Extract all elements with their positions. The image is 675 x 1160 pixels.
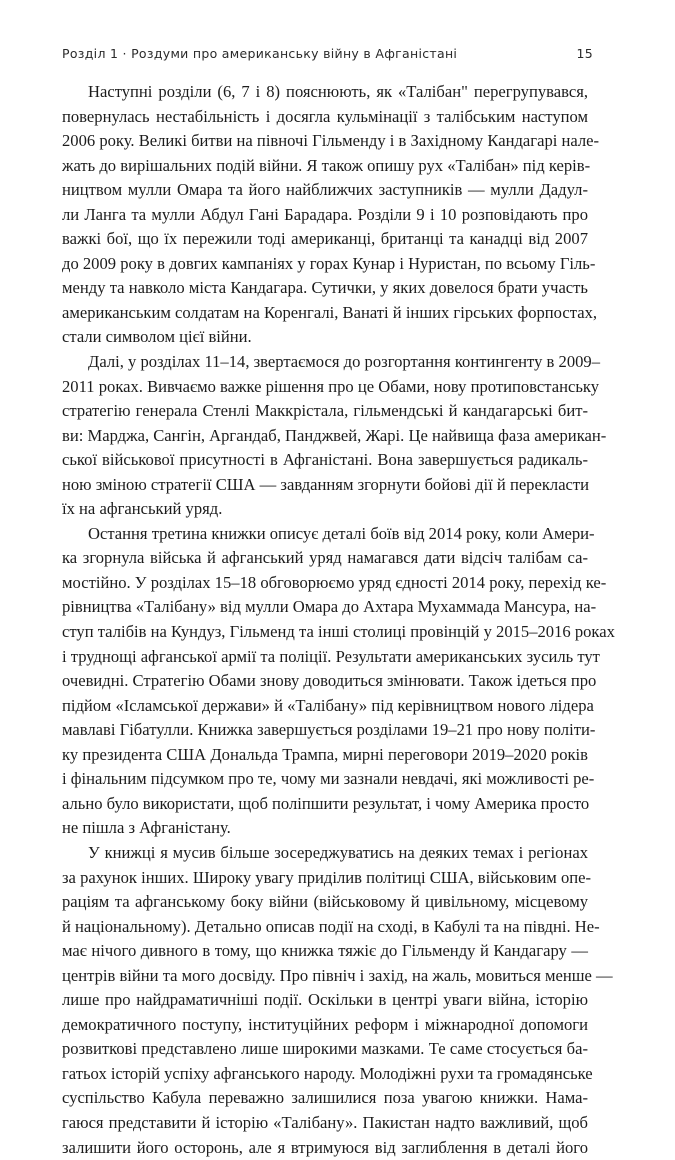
text-line: ви: Марджа, Сангін, Аргандаб, Панджвей, Жарі. Це найвища фаза американ- xyxy=(62,425,607,445)
text-line: має нічого дивного в тому, що книжка тяжіє до Гільменду й Кандагару — xyxy=(62,941,588,961)
text-line: й національному). Детально описав події на сході, в Кабулі та на півдні. Не- xyxy=(62,916,600,936)
text-line: суспільство Кабула переважно залишилися поза увагою книжки. Нама- xyxy=(62,1088,588,1108)
text-line: мостійно. У розділах 15–18 обговорюємо уряд єдності 2014 року, перехід ке- xyxy=(62,572,607,592)
text-line: гатьох історій успіху афганського народу. Молодіжні рухи та громадянське xyxy=(62,1063,593,1083)
text-line: очевидні. Стратегію Обами знову доводиться змінювати. Також ідеться про xyxy=(62,671,597,691)
text-line: Наступні розділи (6, 7 і 8) пояснюють, як «Талібан" перегрупувався, xyxy=(88,82,588,101)
text-line: гаюся представити й історію «Талібану». Пакистан надто важливий, щоб xyxy=(62,1112,588,1132)
text-line: американським солдатам на Коренгалі, Ванаті й інших гірських форпостах, xyxy=(62,302,598,322)
running-title: Розділ 1 · Роздуми про американську війну в Афганістані xyxy=(62,46,458,61)
text-line: ли Ланга та мулли Абдул Гані Барадара. Розділи 9 і 10 розповідають про xyxy=(62,204,588,224)
text-line: лише про найдраматичніші події. Оскільки в центрі уваги війна, історію xyxy=(62,990,588,1010)
body-text xyxy=(62,80,615,1160)
text-line: за рахунок інших. Широку увагу приділив політиці США, військовим опе- xyxy=(62,867,592,887)
text-line: рівництва «Талібану» від мулли Омара до Ахтара Мухаммада Мансура, на- xyxy=(62,597,597,617)
text-line: і фінальним підсумком про те, чому ми зазнали невдачі, які можливості ре- xyxy=(62,769,595,789)
text-line: жать до вирішальних подій війни. Я також опишу рух «Талібан» під керів- xyxy=(62,155,591,175)
text-line: ка згорнула війська й афганський уряд намагався дати відсіч талібам са- xyxy=(62,548,588,568)
text-line: демократичного поступу, інституційних реформ і міжнародної допомоги xyxy=(62,1014,588,1034)
text-line: ської військової присутності в Афганістані. Вона завершується радикаль- xyxy=(62,450,588,470)
paragraph xyxy=(62,841,613,1160)
paragraph xyxy=(62,522,615,841)
text-line: їх на афганський уряд. xyxy=(62,499,223,519)
text-line: Далі, у розділах 11–14, звертаємося до розгортання контингенту в 2009– xyxy=(88,352,601,372)
text-line: ально було використати, щоб поліпшити результат, і чому Америка просто xyxy=(62,793,590,813)
text-line: залишити його осторонь, але я втримуюся від заглиблення в деталі його xyxy=(62,1137,588,1157)
text-line: ку президента США Дональда Трампа, мирні переговори 2019–2020 років xyxy=(62,744,588,764)
running-head xyxy=(62,46,593,66)
text-line: важкі бої, що їх пережили тоді американці, британці та канадці від 2007 xyxy=(62,229,588,249)
text-line: до 2009 року в довгих кампаніях у горах Кунар і Нуристан, по всьому Гіль- xyxy=(62,253,596,273)
paragraph xyxy=(62,80,600,350)
text-line: ництвом мулли Омара та його найближчих заступників — мулли Дадул- xyxy=(62,180,588,200)
page-number: 15 xyxy=(576,46,593,61)
text-line: центрів війни та мого досвіду. Про північ і захід, на жаль, мовиться менше — xyxy=(62,965,613,985)
text-line: розвиткові представлено лише широкими мазками. Те саме стосується ба- xyxy=(62,1039,588,1059)
paragraph xyxy=(62,350,607,522)
text-line: і труднощі афганської армії та поліції. Результати американських зусиль тут xyxy=(62,646,600,666)
text-line: стали символом цієї війни. xyxy=(62,327,252,347)
text-line: ступ талібів на Кундуз, Гільменд та інші столиці провінцій у 2015–2016 роках xyxy=(62,622,615,642)
text-line: не пішла з Афганістану. xyxy=(62,818,231,838)
text-line: підйом «Ісламської держави» й «Талібану» під керівництвом нового лідера xyxy=(62,695,594,715)
text-line: повернулась нестабільність і досягла кульмінації з талібським наступом xyxy=(62,106,588,126)
text-line: стратегію генерала Стенлі Маккрістала, гільмендські й кандагарські бит- xyxy=(62,401,588,421)
text-line: Остання третина книжки описує деталі боїв від 2014 року, коли Амери- xyxy=(88,523,595,543)
text-line: 2006 року. Великі битви на півночі Гільменду і в Західному Кандагарі нале- xyxy=(62,131,600,151)
text-line: раціям та афганському боку війни (військовому й цивільному, місцевому xyxy=(62,892,588,912)
text-line: менду та навколо міста Кандагара. Сутички, у яких довелося брати участь xyxy=(62,278,588,298)
text-line: 2011 роках. Вивчаємо важке рішення про це Обами, нову протиповстанську xyxy=(62,376,600,396)
text-line: мавлаві Гібатулли. Книжка завершується розділами 19–21 про нову політи- xyxy=(62,720,596,740)
text-line: У книжці я мусив більше зосереджуватись на деяких темах і регіонах xyxy=(88,842,588,862)
text-line: ною зміною стратегії США — завданням згорнути бойові дії й перекласти xyxy=(62,474,590,494)
